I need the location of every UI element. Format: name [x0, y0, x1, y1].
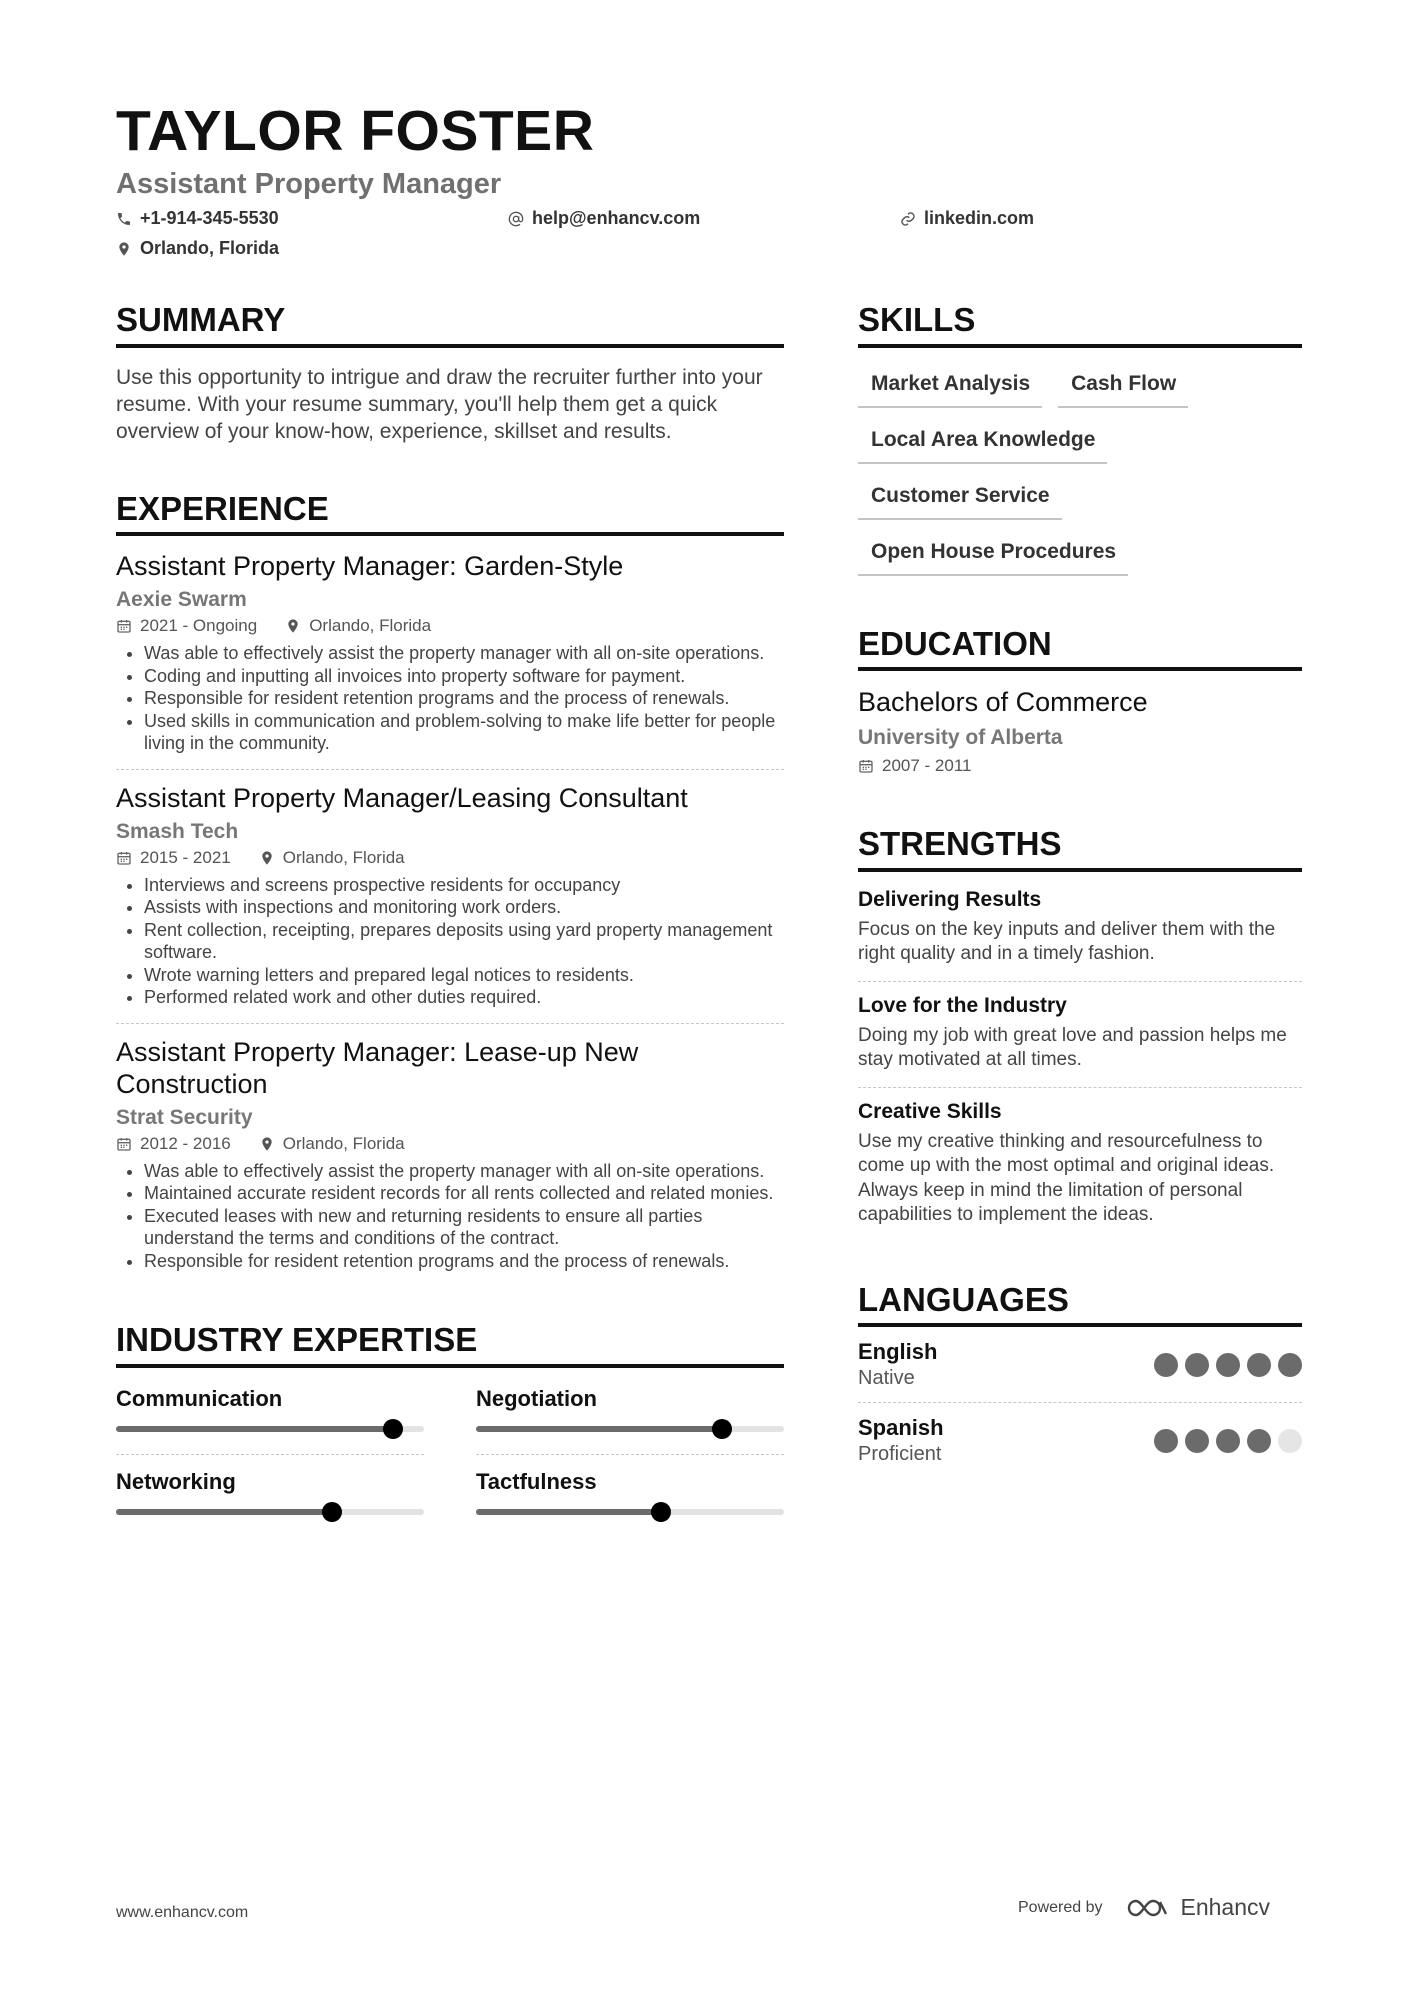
summary-section [116, 300, 784, 445]
rating-dot-filled [1216, 1353, 1240, 1377]
left-column [116, 300, 784, 1537]
job-title: Assistant Property Manager/Leasing Consultant [116, 782, 688, 813]
job-location [259, 848, 405, 868]
expertise-bar-fill [116, 1426, 393, 1432]
job-location [285, 616, 431, 636]
language-level: Native [858, 1367, 915, 1390]
languages-heading: LANGUAGES [858, 1280, 1302, 1328]
language-name: English [858, 1339, 938, 1365]
expertise-section [116, 1320, 784, 1537]
bullet: • Executed leases with new and returning residents to ensure all parties understand the terms and conditions of the contract. [144, 1205, 784, 1250]
language-item [858, 1327, 1302, 1402]
enhancv-logo-icon [1125, 1896, 1171, 1920]
education-heading: EDUCATION [858, 624, 1302, 672]
expertise-item [476, 1386, 784, 1454]
bullet: • Was able to effectively assist the property manager with all on-site operations. [144, 642, 784, 665]
location-text: Orlando, Florida [309, 616, 432, 636]
expertise-heading: INDUSTRY EXPERTISE [116, 1320, 784, 1368]
expertise-name: Negotiation [476, 1385, 597, 1411]
summary-text: Use this opportunity to intrigue and draw the recruiter further into your resume. With your resume summary, you'll help them get a quick overview of your know-how, experience, skillset and results. [116, 365, 763, 443]
strength-item [858, 981, 1302, 1087]
location-pin-icon [116, 241, 132, 257]
school-name: University of Alberta [858, 726, 1063, 750]
rating-dot-filled [1216, 1429, 1240, 1453]
job-bullets [116, 1160, 784, 1273]
company-name: Strat Security [116, 1105, 253, 1129]
expertise-bar [116, 1509, 424, 1515]
rating-dot-filled [1185, 1353, 1209, 1377]
expertise-bar-fill [476, 1426, 722, 1432]
skill-tag: Open House Procedures [858, 532, 1128, 576]
skills-section [858, 300, 1302, 576]
experience-item [116, 1023, 784, 1287]
expertise-name: Communication [116, 1385, 283, 1411]
degree: Bachelors of Commerce [858, 687, 1148, 718]
phone-text: +1-914-345-5530 [140, 208, 279, 228]
location-text: Orlando, Florida [282, 1133, 405, 1153]
expertise-bar-knob [383, 1419, 403, 1439]
job-dates [116, 848, 231, 868]
location-pin-icon [259, 1136, 275, 1152]
strengths-heading: STRENGTHS [858, 824, 1302, 872]
strength-desc: Doing my job with great love and passion helps me stay motivated at all times. [858, 1024, 1287, 1071]
strength-desc: Use my creative thinking and resourcefulness to come up with the most optimal and original ideas. Always keep in mind the limitation of personal capabilities to implement the ideas. [858, 1130, 1275, 1226]
dates-text: 2021 - Ongoing [140, 616, 258, 636]
skill-tag: Market Analysis [858, 364, 1042, 408]
language-name: Spanish [858, 1415, 944, 1441]
job-title: Assistant Property Manager: Garden-Style [116, 551, 624, 582]
dates-text: 2007 - 2011 [882, 756, 972, 776]
right-column [858, 300, 1302, 1478]
expertise-bar-fill [116, 1509, 332, 1515]
brand-logo [1125, 1894, 1271, 1921]
at-icon [508, 211, 524, 227]
strength-desc: Focus on the key inputs and deliver them with the right quality and in a timely fashion. [858, 918, 1276, 965]
language-level: Proficient [858, 1443, 942, 1466]
job-title: Assistant Property Manager: Lease-up New Construction [116, 1036, 639, 1099]
strength-item [858, 876, 1302, 981]
bullet: • Maintained accurate resident records for all rents collected and related monies. [144, 1182, 784, 1205]
language-rating [1154, 1353, 1302, 1377]
rating-dot-filled [1247, 1353, 1271, 1377]
bullet: • Interviews and screens prospective residents for occupancy [144, 874, 784, 897]
footer-brand[interactable] [1018, 1894, 1270, 1921]
skill-tag: Cash Flow [1058, 364, 1188, 408]
rating-dot-filled [1185, 1429, 1209, 1453]
skill-tag: Local Area Knowledge [858, 420, 1107, 464]
expertise-bar-knob [651, 1502, 671, 1522]
location-text: Orlando, Florida [282, 847, 405, 867]
strength-item [858, 1087, 1302, 1242]
company-name: Smash Tech [116, 819, 239, 843]
calendar-icon [116, 1136, 132, 1152]
dates-text: 2015 - 2021 [140, 847, 231, 867]
job-location [259, 1134, 405, 1154]
job-dates [116, 1134, 231, 1154]
expertise-bar-fill [476, 1509, 661, 1515]
language-rating [1154, 1429, 1302, 1453]
link-icon [900, 211, 916, 227]
bullet: • Assists with inspections and monitoring work orders. [144, 896, 784, 919]
expertise-name: Tactfulness [476, 1468, 597, 1494]
job-bullets [116, 642, 784, 755]
strength-title: Creative Skills [858, 1099, 1002, 1123]
expertise-bar [116, 1426, 424, 1432]
language-item [858, 1402, 1302, 1478]
education-section [858, 624, 1302, 777]
job-dates [116, 616, 257, 636]
summary-heading: SUMMARY [116, 300, 784, 348]
languages-section [858, 1280, 1302, 1479]
bullet: • Wrote warning letters and prepared legal notices to residents. [144, 964, 784, 987]
strength-title: Delivering Results [858, 887, 1042, 911]
expertise-item [116, 1454, 424, 1537]
expertise-item [116, 1386, 424, 1454]
expertise-name: Networking [116, 1468, 236, 1494]
rating-dot-filled [1154, 1353, 1178, 1377]
location-text: Orlando, Florida [140, 238, 280, 258]
rating-dot-empty [1278, 1429, 1302, 1453]
contact-location [116, 238, 279, 259]
contact-email[interactable] [508, 208, 700, 229]
bullet: • Responsible for resident retention programs and the process of renewals. [144, 1250, 784, 1273]
bullet: • Coding and inputting all invoices into property software for payment. [144, 665, 784, 688]
email-text: help@enhancv.com [532, 208, 701, 228]
expertise-bar-knob [712, 1419, 732, 1439]
bullet: • Used skills in communication and problem-solving to make life better for people living in the community. [144, 710, 784, 755]
rating-dot-filled [1278, 1353, 1302, 1377]
rating-dot-filled [1247, 1429, 1271, 1453]
strength-title: Love for the Industry [858, 993, 1067, 1017]
bullet: • Performed related work and other duties required. [144, 986, 784, 1009]
brand-name: Enhancv [1180, 1894, 1271, 1920]
expertise-bar [476, 1426, 784, 1432]
experience-heading: EXPERIENCE [116, 489, 784, 537]
contact-phone[interactable] [116, 208, 279, 229]
skill-tag: Customer Service [858, 476, 1062, 520]
bullet: • Responsible for resident retention programs and the process of renewals. [144, 687, 784, 710]
expertise-bar-knob [322, 1502, 342, 1522]
strengths-section [858, 824, 1302, 1242]
bullet: • Rent collection, receipting, prepares deposits using yard property management software. [144, 919, 784, 964]
company-name: Aexie Swarm [116, 588, 247, 612]
dates-text: 2012 - 2016 [140, 1133, 231, 1153]
expertise-item [476, 1454, 784, 1537]
skills-heading: SKILLS [858, 300, 1302, 348]
location-pin-icon [285, 618, 301, 634]
candidate-title: Assistant Property Manager [116, 168, 502, 200]
experience-section [116, 489, 784, 1287]
bullet: • Was able to effectively assist the property manager with all on-site operations. [144, 1160, 784, 1183]
job-bullets [116, 874, 784, 1009]
expertise-bar [476, 1509, 784, 1515]
location-pin-icon [259, 850, 275, 866]
rating-dot-filled [1154, 1429, 1178, 1453]
education-dates [858, 756, 971, 776]
calendar-icon [116, 618, 132, 634]
experience-item [116, 550, 784, 769]
phone-icon [116, 211, 132, 227]
powered-by-text: Powered by [1018, 1898, 1103, 1916]
footer-website[interactable]: www.enhancv.com [116, 1904, 249, 1921]
candidate-name: TAYLOR FOSTER [116, 99, 595, 163]
experience-item [116, 769, 784, 1023]
linkedin-text: linkedin.com [924, 208, 1035, 228]
calendar-icon [116, 850, 132, 866]
calendar-icon [858, 758, 874, 774]
contact-linkedin[interactable] [900, 208, 1034, 229]
